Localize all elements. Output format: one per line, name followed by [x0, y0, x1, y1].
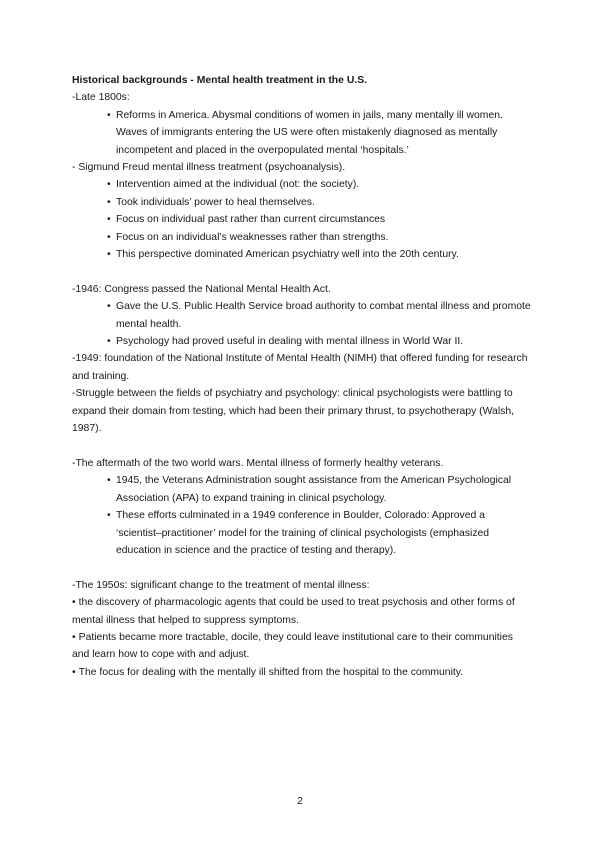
section-1950s-heading: -The 1950s: significant change to the treatment of mental illness: — [72, 579, 370, 591]
bullet-icon: • — [107, 301, 111, 313]
bullet-icon: • — [72, 597, 76, 609]
bullet-icon: • — [107, 336, 111, 348]
bullet-icon: • — [107, 475, 111, 487]
section-freud-heading: - Sigmund Freud mental illness treatment (psychoanalysis). — [72, 162, 346, 174]
list-item: • Psychology had proved useful in dealing with mental illness in World War II. — [72, 333, 532, 350]
spacer — [72, 438, 532, 455]
list-item: • Gave the U.S. Public Health Service broad authority to combat mental illness and promote mental health. — [72, 298, 532, 333]
bullet-icon: • — [107, 179, 111, 191]
list-item: • This perspective dominated American psychiatry well into the 20th century. — [72, 246, 532, 263]
paragraph-struggle: -Struggle between the fields of psychiatry and psychology: clinical psychologists were battling to expand their domain from testing, which had been their primary thrust, to psychotherapy (Walsh, 1987). — [72, 388, 515, 435]
bullet-icon: • — [72, 631, 76, 643]
list-item: • Intervention aimed at the individual (not: the society). — [72, 176, 532, 193]
page-content — [72, 72, 532, 681]
section-1946-heading: -1946: Congress passed the National Mental Health Act. — [72, 283, 331, 295]
page-number: 2 — [297, 796, 303, 807]
list-item: • These efforts culminated in a 1949 conference in Boulder, Colorado: Approved a ‘scientist–practitioner’ model for the training of clinical psychologists (emphasized education in science and the practice of testing and therapy). — [72, 507, 532, 559]
list-item: • Focus on individual past rather than current circumstances — [72, 211, 532, 228]
bullet-icon: • — [107, 196, 111, 208]
bullet-icon: • — [107, 109, 111, 121]
section-late-1800s-heading: -Late 1800s: — [72, 92, 130, 104]
list-item: • Reforms in America. Abysmal conditions of women in jails, many mentally ill women. Waves of immigrants entering the US were often mistakenly diagnosed as mentally incompetent and placed in the overpopulated mental ‘hospitals.’ — [72, 107, 532, 159]
list-item: • Patients became more tractable, docile, they could leave institutional care to their communities and learn how to cope with and adjust. — [72, 631, 513, 661]
section-aftermath-heading: -The aftermath of the two world wars. Mental illness of formerly healthy veterans. — [72, 457, 444, 469]
list-item: • Took individuals’ power to heal themselves. — [72, 194, 532, 211]
spacer — [72, 263, 532, 280]
bullet-icon: • — [107, 249, 111, 261]
bullet-icon: • — [107, 510, 111, 522]
spacer — [72, 559, 532, 576]
bullet-icon: • — [72, 666, 76, 678]
bullet-icon: • — [107, 231, 111, 243]
list-item: • Focus on an individual’s weaknesses rather than strengths. — [72, 229, 532, 246]
list-item: • 1945, the Veterans Administration sought assistance from the American Psychological Association (APA) to expand training in clinical psychology. — [72, 472, 532, 507]
paragraph-1949: -1949: foundation of the National Institute of Mental Health (NIMH) that offered funding for research and training. — [72, 353, 528, 382]
page-title: Historical backgrounds - Mental health treatment in the U.S. — [72, 75, 368, 86]
list-item: • the discovery of pharmacologic agents that could be used to treat psychosis and other forms of mental illness that helped to suppress symptoms. — [72, 597, 515, 626]
bullet-icon: • — [107, 214, 111, 226]
list-item: • The focus for dealing with the mentally ill shifted from the hospital to the community. — [72, 666, 464, 678]
